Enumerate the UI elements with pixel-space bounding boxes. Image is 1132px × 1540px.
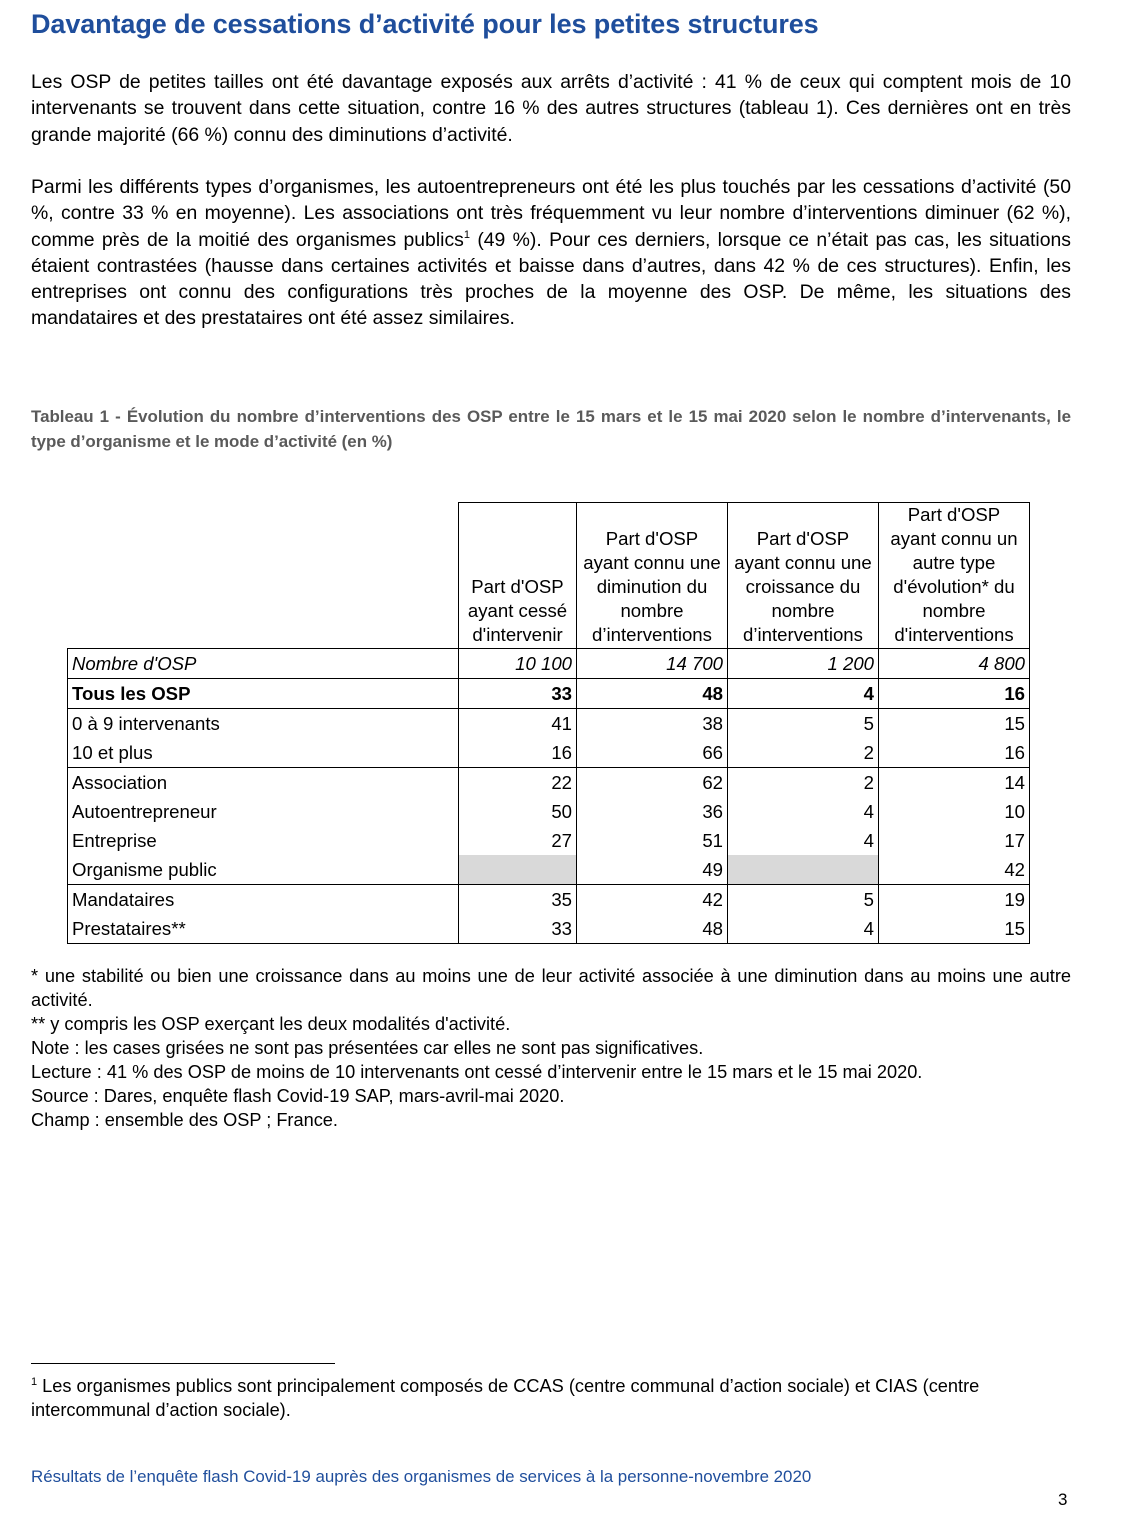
- cell-value: 4: [728, 797, 879, 826]
- cell-value: 1 200: [728, 649, 879, 679]
- footnote-divider: [31, 1363, 335, 1364]
- note-source: Source : Dares, enquête flash Covid-19 SAP, mars-avril-mai 2020.: [31, 1086, 565, 1106]
- cell-value: 49: [577, 855, 728, 885]
- cell-value: 10 100: [459, 649, 577, 679]
- row-label: Tous les OSP: [68, 679, 459, 709]
- cell-value: 22: [459, 768, 577, 798]
- table-notes: [31, 964, 1071, 1132]
- cell-value: 10: [879, 797, 1030, 826]
- cell-value: 33: [459, 679, 577, 709]
- footnote-ref[interactable]: 1: [463, 228, 470, 241]
- footnote: [31, 1374, 1071, 1422]
- cell-value: 51: [577, 826, 728, 855]
- cell-value: 42: [577, 885, 728, 915]
- table-row: [68, 914, 1030, 944]
- cell-value: 16: [879, 738, 1030, 768]
- footnote-text: Les organismes publics sont principalement composés de CCAS (centre communal d’action sociale) et CIAS (centre intercommunal d’action sociale).: [31, 1376, 980, 1420]
- header-blank-cell: [68, 503, 459, 649]
- note-asterisk: * une stabilité ou bien une croissance dans au moins une de leur activité associée à une diminution dans au moins une autre activité.: [31, 966, 1071, 1010]
- row-label: Entreprise: [68, 826, 459, 855]
- cell-value: 17: [879, 826, 1030, 855]
- cell-value: 15: [879, 914, 1030, 944]
- footnote-mark: 1: [31, 1376, 38, 1388]
- page-footer: Résultats de l’enquête flash Covid-19 auprès des organismes de services à la personne-novembre 2020: [31, 1467, 812, 1486]
- cell-value: 14 700: [577, 649, 728, 679]
- cell-value: 5: [728, 709, 879, 739]
- paragraph-2-text-a: Parmi les différents types d’organismes, les autoentrepreneurs ont été les plus touchés par les cessations d’activité (50 %, contre 33 % en moyenne). Les associations ont très fréquemment vu leur nombre d’interventions diminuer (62 %), comme près de la moitié des organismes publics: [31, 176, 1071, 251]
- grey-cell: [728, 855, 879, 885]
- table-row: [68, 855, 1030, 885]
- paragraph-2: [31, 174, 1071, 332]
- row-label: Association: [68, 768, 459, 798]
- cell-value: 27: [459, 826, 577, 855]
- table-row: [68, 649, 1030, 679]
- cell-value: 19: [879, 885, 1030, 915]
- header-autre-evolution: Part d'OSP ayant connu un autre type d'évolution* du nombre d'interventions: [879, 503, 1030, 649]
- cell-value: 4: [728, 914, 879, 944]
- cell-value: 62: [577, 768, 728, 798]
- table-row: [68, 797, 1030, 826]
- cell-value: 2: [728, 768, 879, 798]
- cell-value: 16: [459, 738, 577, 768]
- table-row: [68, 709, 1030, 739]
- paragraph-1: Les OSP de petites tailles ont été davantage exposés aux arrêts d’activité : 41 % de ceux qui comptent mois de 10 intervenants se trouvent dans cette situation, contre 16 % des autres structures (tableau 1). Ces dernières ont en très grande majorité (66 %) connu des diminutions d’activité.: [31, 71, 1071, 146]
- row-label: 10 et plus: [68, 738, 459, 768]
- table-header-row: [68, 503, 1030, 649]
- cell-value: 16: [879, 679, 1030, 709]
- table-caption: Tableau 1 - Évolution du nombre d’interventions des OSP entre le 15 mars et le 15 mai 2020 selon le nombre d’intervenants, le type d’organisme et le mode d’activité (en %): [31, 407, 1071, 451]
- data-table: [67, 502, 1030, 944]
- grey-cell: [459, 855, 577, 885]
- note-double-asterisk: ** y compris les OSP exerçant les deux modalités d'activité.: [31, 1014, 511, 1034]
- page-number: 3: [1058, 1490, 1068, 1509]
- cell-value: 14: [879, 768, 1030, 798]
- row-label: Prestataires**: [68, 914, 459, 944]
- cell-value: 5: [728, 885, 879, 915]
- cell-value: 33: [459, 914, 577, 944]
- note-grey-cells: Note : les cases grisées ne sont pas présentées car elles ne sont pas significatives.: [31, 1038, 704, 1058]
- cell-value: 2: [728, 738, 879, 768]
- note-champ: Champ : ensemble des OSP ; France.: [31, 1110, 338, 1130]
- cell-value: 4: [728, 679, 879, 709]
- cell-value: 41: [459, 709, 577, 739]
- row-label: 0 à 9 intervenants: [68, 709, 459, 739]
- cell-value: 66: [577, 738, 728, 768]
- header-cessation: Part d'OSP ayant cessé d'intervenir: [459, 503, 577, 649]
- header-croissance: Part d'OSP ayant connu une croissance du nombre d’interventions: [728, 503, 879, 649]
- cell-value: 38: [577, 709, 728, 739]
- cell-value: 48: [577, 914, 728, 944]
- row-label: Autoentrepreneur: [68, 797, 459, 826]
- section-title: Davantage de cessations d’activité pour les petites structures: [31, 9, 819, 39]
- cell-value: 4: [728, 826, 879, 855]
- cell-value: 4 800: [879, 649, 1030, 679]
- row-label: Organisme public: [68, 855, 459, 885]
- table-row: [68, 738, 1030, 768]
- cell-value: 50: [459, 797, 577, 826]
- note-lecture: Lecture : 41 % des OSP de moins de 10 intervenants ont cessé d’intervenir entre le 15 mars et le 15 mai 2020.: [31, 1062, 923, 1082]
- row-label: Nombre d'OSP: [68, 649, 459, 679]
- cell-value: 36: [577, 797, 728, 826]
- cell-value: 35: [459, 885, 577, 915]
- cell-value: 15: [879, 709, 1030, 739]
- cell-value: 48: [577, 679, 728, 709]
- table-row: [68, 768, 1030, 798]
- cell-value: 42: [879, 855, 1030, 885]
- table-row: [68, 885, 1030, 915]
- header-diminution: Part d'OSP ayant connu une diminution du nombre d’interventions: [577, 503, 728, 649]
- table-row: [68, 826, 1030, 855]
- row-label: Mandataires: [68, 885, 459, 915]
- table-row: [68, 679, 1030, 709]
- paragraph-2-text-b: (49 %). Pour ces derniers, lorsque ce n’était pas cas, les situations étaient contrastées (hausse dans certaines activités et baisse dans d’autres, dans 42 % de ces structures). Enfin, les entreprises ont connu des configurations très proches de la moyenne des OSP. De même, les situations des mandataires et des prestataires ont été assez similaires.: [31, 228, 1071, 330]
